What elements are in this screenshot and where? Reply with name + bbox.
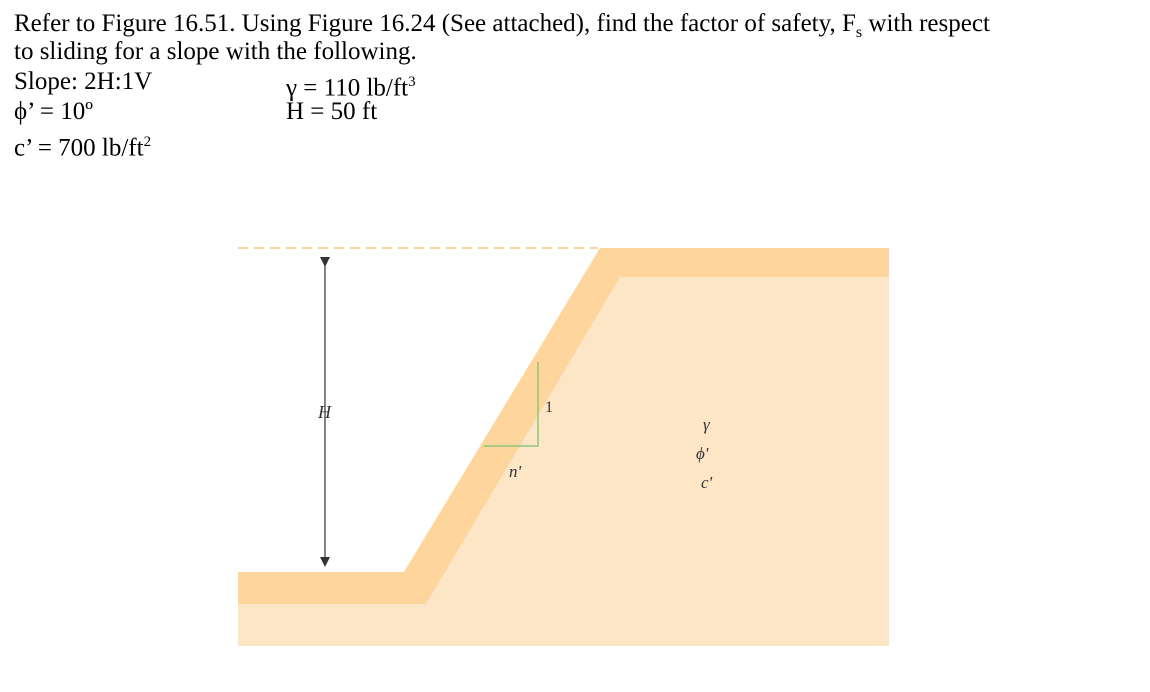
slope-rise-label: 1	[545, 399, 553, 416]
given-cohesion-text: c’ = 700 lb/ft	[14, 134, 144, 162]
given-friction-angle: ϕ’ = 10º	[14, 98, 93, 125]
superscript-3: 3	[408, 74, 416, 90]
soil-friction-angle-label: ϕ'	[696, 444, 709, 463]
soil-cohesion-label: c'	[701, 473, 713, 492]
given-height: H = 50 ft	[286, 98, 378, 125]
given-slope: Slope: 2H:1V	[14, 68, 153, 95]
subscript-s: s	[855, 24, 863, 41]
height-label: H	[318, 402, 331, 422]
problem-line-1-end: with respect	[862, 10, 990, 37]
problem-line-2: to sliding for a slope with the following.	[14, 38, 417, 65]
soil-unit-weight-label: γ	[703, 415, 710, 434]
given-unit-weight-text: γ = 110 lb/ft	[286, 74, 409, 102]
slope-run-label: n'	[509, 462, 522, 481]
superscript-2: 2	[143, 134, 152, 150]
problem-line-1-text: Refer to Figure 16.51. Using Figure 16.24 (See attached), find the factor of safety, F	[14, 10, 856, 37]
